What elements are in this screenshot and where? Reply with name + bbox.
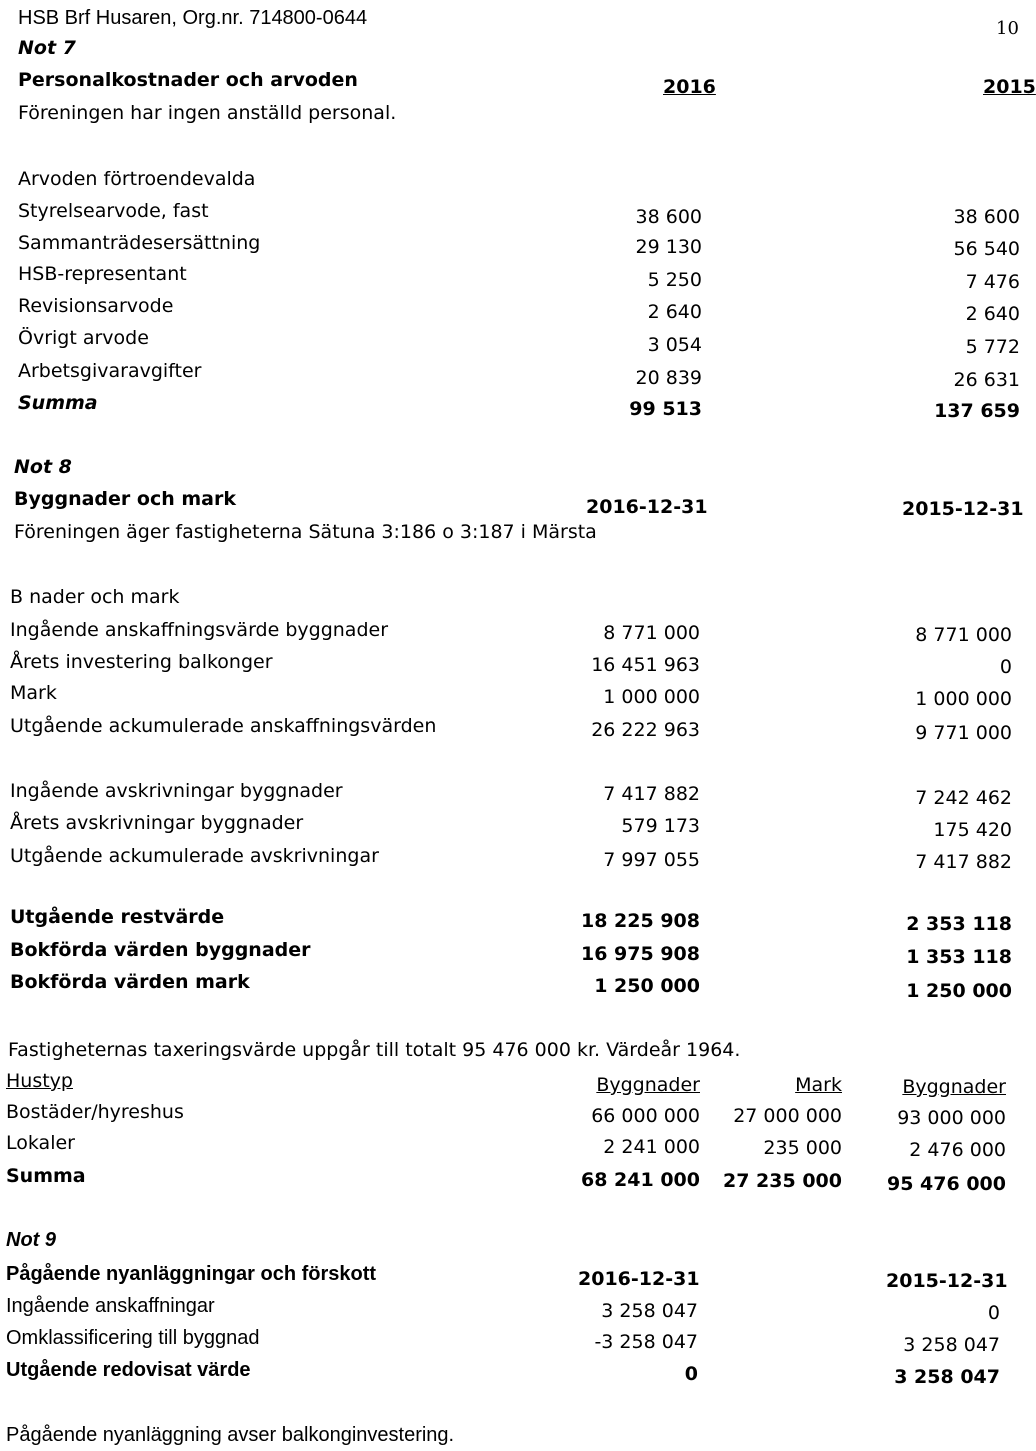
note8-result-2015: 1 353 118 [906,946,1012,968]
note9-row-2016: 3 258 047 [601,1300,698,1322]
tax-row-label: Lokaler [6,1132,75,1154]
note8-result-2016: 16 975 908 [581,943,700,965]
note9-total-2016: 0 [684,1363,698,1385]
note8-result-label: Bokförda värden byggnader [10,939,311,961]
tax-row-label: Bostäder/hyreshus [6,1101,184,1123]
note7-row-value-2015: 2 640 [965,303,1020,325]
note8-result-label: Bokförda värden mark [10,971,250,993]
note7-row-value-2015: 38 600 [953,206,1020,228]
note7-col1-header: 2016 [663,76,716,98]
note8-acq-2016: 8 771 000 [603,622,700,644]
note7-row-label: Sammanträdesersättning [18,232,261,254]
tax-row-land: 235 000 [763,1137,842,1159]
note7-col2-header: 2015 [983,76,1036,98]
note9-total-2015: 3 258 047 [894,1366,1000,1388]
note7-row-value-2016: 5 250 [647,269,702,291]
note8-acq-2016: 1 000 000 [603,686,700,708]
tax-total-buildings: 68 241 000 [581,1169,700,1191]
tax-row-buildings: 66 000 000 [591,1105,700,1127]
note8-dep-2016: 7 417 882 [603,783,700,805]
note9-row-2015: 0 [987,1302,1000,1324]
note8-acq-2016: 26 222 963 [591,719,700,741]
note8-result-2015: 1 250 000 [906,980,1012,1002]
note8-result-2016: 1 250 000 [594,975,700,997]
note8-dep-2016: 7 997 055 [603,849,700,871]
note8-acq-2015: 8 771 000 [915,624,1012,646]
note8-acq-2015: 0 [999,656,1012,678]
note8-col2-header: 2015-12-31 [902,498,1024,520]
tax-header-buildings-total: Byggnader [902,1076,1006,1098]
note8-acq-label: Årets investering balkonger [10,651,273,673]
note7-title: Personalkostnader och arvoden [18,69,358,91]
note8-col1-header: 2016-12-31 [586,496,708,518]
note8-acq-2016: 16 451 963 [591,654,700,676]
note9-row-2016: -3 258 047 [594,1331,698,1353]
note7-total-label: Summa [18,392,98,414]
note8-acq-label: Ingående anskaffningsvärde byggnader [10,619,389,641]
tax-header-buildings: Byggnader [596,1074,700,1096]
note7-intro: Föreningen har ingen anställd personal. [18,102,397,124]
note8-dep-2015: 7 417 882 [915,851,1012,873]
note9-total-label: Utgående redovisat värde [6,1359,251,1381]
tax-row-land: 27 000 000 [733,1105,842,1127]
note7-section-heading: Arvoden förtroendevalda [18,168,256,190]
note8-dep-label: Ingående avskrivningar byggnader [10,780,343,802]
note7-row-label: Övrigt arvode [18,327,149,349]
note9-title: Pågående nyanläggningar och förskott [6,1263,377,1285]
note8-label: Not 8 [14,456,72,478]
note7-row-value-2015: 7 476 [965,271,1020,293]
note9-footer: Pågående nyanläggning avser balkonginvestering. [6,1424,455,1446]
note7-total-2016: 99 513 [629,398,702,420]
note8-dep-2015: 175 420 [933,819,1012,841]
note7-row-label: HSB-representant [18,263,187,285]
tax-total-land: 27 235 000 [723,1170,842,1192]
note9-row-2015: 3 258 047 [903,1334,1000,1356]
note8-acq-label: Mark [10,682,57,704]
note9-col1-header: 2016-12-31 [578,1268,700,1290]
note7-row-value-2016: 29 130 [635,236,702,258]
tax-row-total: 2 476 000 [909,1139,1006,1161]
note8-tax-text: Fastigheternas taxeringsvärde uppgår till totalt 95 476 000 kr. Värdeår 1964. [8,1039,741,1061]
note7-row-value-2016: 20 839 [635,367,702,389]
note9-row-label: Omklassificering till byggnad [6,1327,260,1349]
note7-row-label: Arbetsgivaravgifter [18,360,202,382]
note8-dep-label: Utgående ackumulerade avskrivningar [10,845,379,867]
note7-row-value-2016: 2 640 [647,301,702,323]
note8-title: Byggnader och mark [14,488,236,510]
tax-total-all: 95 476 000 [887,1173,1006,1195]
tax-header-type: Hustyp [6,1070,73,1092]
note7-label: Not 7 [18,37,76,59]
note8-dep-2015: 7 242 462 [915,787,1012,809]
note9-col2-header: 2015-12-31 [886,1270,1008,1292]
note8-acq-label: Utgående ackumulerade anskaffningsvärden [10,715,437,737]
tax-total-label: Summa [6,1165,86,1187]
note8-intro: Föreningen äger fastigheterna Sätuna 3:186 o 3:187 i Märsta [14,521,597,543]
note7-row-value-2015: 26 631 [953,369,1020,391]
note7-row-value-2016: 3 054 [647,334,702,356]
note9-label: Not 9 [6,1229,56,1251]
note7-row-label: Revisionsarvode [18,295,174,317]
note8-dep-2016: 579 173 [621,815,700,837]
note8-acq-2015: 9 771 000 [915,722,1012,744]
company-header: HSB Brf Husaren, Org.nr. 714800-0644 [18,7,368,29]
note7-row-label: Styrelsearvode, fast [18,200,209,222]
page-number: 10 [996,18,1019,39]
note8-section-heading: B nader och mark [10,586,180,608]
note7-row-value-2015: 5 772 [965,336,1020,358]
note8-acq-2015: 1 000 000 [915,688,1012,710]
tax-row-buildings: 2 241 000 [603,1136,700,1158]
note7-total-2015: 137 659 [934,400,1020,422]
note8-dep-label: Årets avskrivningar byggnader [10,812,304,834]
note9-row-label: Ingående anskaffningar [6,1295,215,1317]
note8-result-2016: 18 225 908 [581,910,700,932]
note7-row-value-2015: 56 540 [953,238,1020,260]
note8-result-2015: 2 353 118 [906,913,1012,935]
tax-row-total: 93 000 000 [897,1107,1006,1129]
note8-result-label: Utgående restvärde [10,906,225,928]
tax-header-land: Mark [795,1074,842,1096]
note7-row-value-2016: 38 600 [635,206,702,228]
